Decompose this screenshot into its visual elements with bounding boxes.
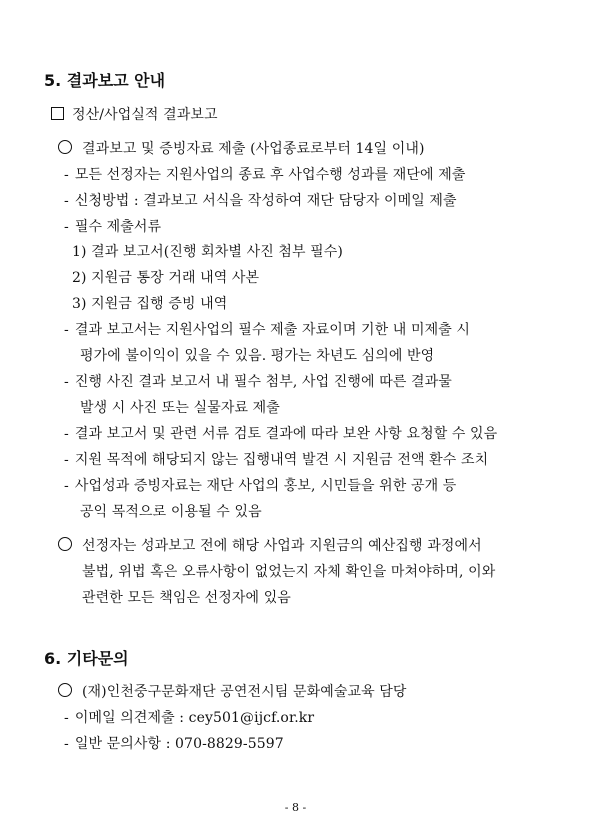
square-checkbox-icon: [51, 107, 64, 120]
section-5-heading: 5. 결과보고 안내: [44, 71, 166, 90]
dash-bullet-icon: -: [64, 219, 69, 235]
note-4: [64, 450, 488, 470]
note-1: [64, 320, 470, 340]
required-doc-2: 2) 지원금 통장 거래 내역 사본: [72, 270, 260, 286]
dash-bullet-icon: -: [64, 426, 69, 442]
note-5: [64, 476, 456, 496]
note-3: [64, 424, 497, 444]
note-2-continued: 발생 시 사진 또는 실물자료 제출: [80, 400, 280, 416]
required-doc-1: 1) 결과 보고서(진행 회차별 사진 첨부 필수): [72, 244, 343, 260]
bullet-2: [64, 191, 457, 211]
dash-bullet-icon: -: [64, 322, 69, 338]
dash-bullet-icon: -: [64, 193, 69, 209]
contact-email: [64, 708, 314, 728]
dash-bullet-icon: -: [64, 167, 69, 183]
note-text: 지원 목적에 해당되지 않는 집행내역 발견 시 지원금 전액 환수 조치: [74, 452, 489, 468]
bullet-3: [64, 217, 161, 237]
contact-phone: [64, 734, 284, 754]
note-text: 결과 보고서는 지원사업의 필수 제출 자료이며 기한 내 미제출 시: [74, 322, 471, 338]
bullet-text: 필수 제출서류: [74, 219, 162, 235]
item-2-text: 선정자는 성과보고 전에 해당 사업과 지원금의 예산집행 과정에서: [82, 538, 482, 554]
note-1-continued: 평가에 불이익이 있을 수 있음. 평가는 차년도 심의에 반영: [80, 348, 435, 364]
dash-bullet-icon: -: [64, 736, 69, 752]
contact-phone-text: 일반 문의사항 : 070-8829-5597: [74, 736, 284, 752]
note-5-continued: 공익 목적으로 이용될 수 있음: [80, 504, 262, 520]
contact-email-text: 이메일 의견제출 : cey501@ijcf.or.kr: [74, 710, 315, 726]
contact-item-text: (재)인천중구문화재단 공연전시팀 문화예술교육 담당: [82, 684, 407, 700]
subheading-text: 정산/사업실적 결과보고: [72, 107, 218, 123]
item-2-continued-1: 불법, 위법 혹은 오류사항이 없었는지 자체 확인을 마쳐야하며, 이와: [82, 564, 496, 580]
item-1-row: [58, 139, 425, 159]
bullet-1: [64, 165, 465, 185]
note-text: 진행 사진 결과 보고서 내 필수 첨부, 사업 진행에 따른 결과물: [74, 374, 452, 390]
note-text: 사업성과 증빙자료는 재단 사업의 홍보, 시민들을 위한 공개 등: [74, 478, 457, 494]
item-2-row: [58, 536, 482, 556]
required-doc-3: 3) 지원금 집행 증빙 내역: [72, 296, 228, 312]
contact-item-row: [58, 682, 407, 702]
circle-bullet-icon: [58, 683, 72, 697]
circle-bullet-icon: [58, 537, 72, 551]
dash-bullet-icon: -: [64, 452, 69, 468]
dash-bullet-icon: -: [64, 478, 69, 494]
dash-bullet-icon: -: [64, 374, 69, 390]
bullet-text: 신청방법 : 결과보고 서식을 작성하여 재단 담당자 이메일 제출: [74, 193, 457, 209]
dash-bullet-icon: -: [64, 710, 69, 726]
circle-bullet-icon: [58, 140, 72, 154]
note-text: 결과 보고서 및 관련 서류 검토 결과에 따라 보완 사항 요청할 수 있음: [74, 426, 498, 442]
page-number: - 8 -: [284, 801, 307, 814]
subheading-row: [51, 105, 218, 125]
section-6-heading: 6. 기타문의: [44, 649, 129, 668]
item-1-text: 결과보고 및 증빙자료 제출 (사업종료로부터 14일 이내): [82, 141, 425, 157]
note-2: [64, 372, 452, 392]
item-2-continued-2: 관련한 모든 책임은 선정자에 있음: [82, 590, 291, 606]
bullet-text: 모든 선정자는 지원사업의 종료 후 사업수행 성과를 재단에 제출: [74, 167, 466, 183]
